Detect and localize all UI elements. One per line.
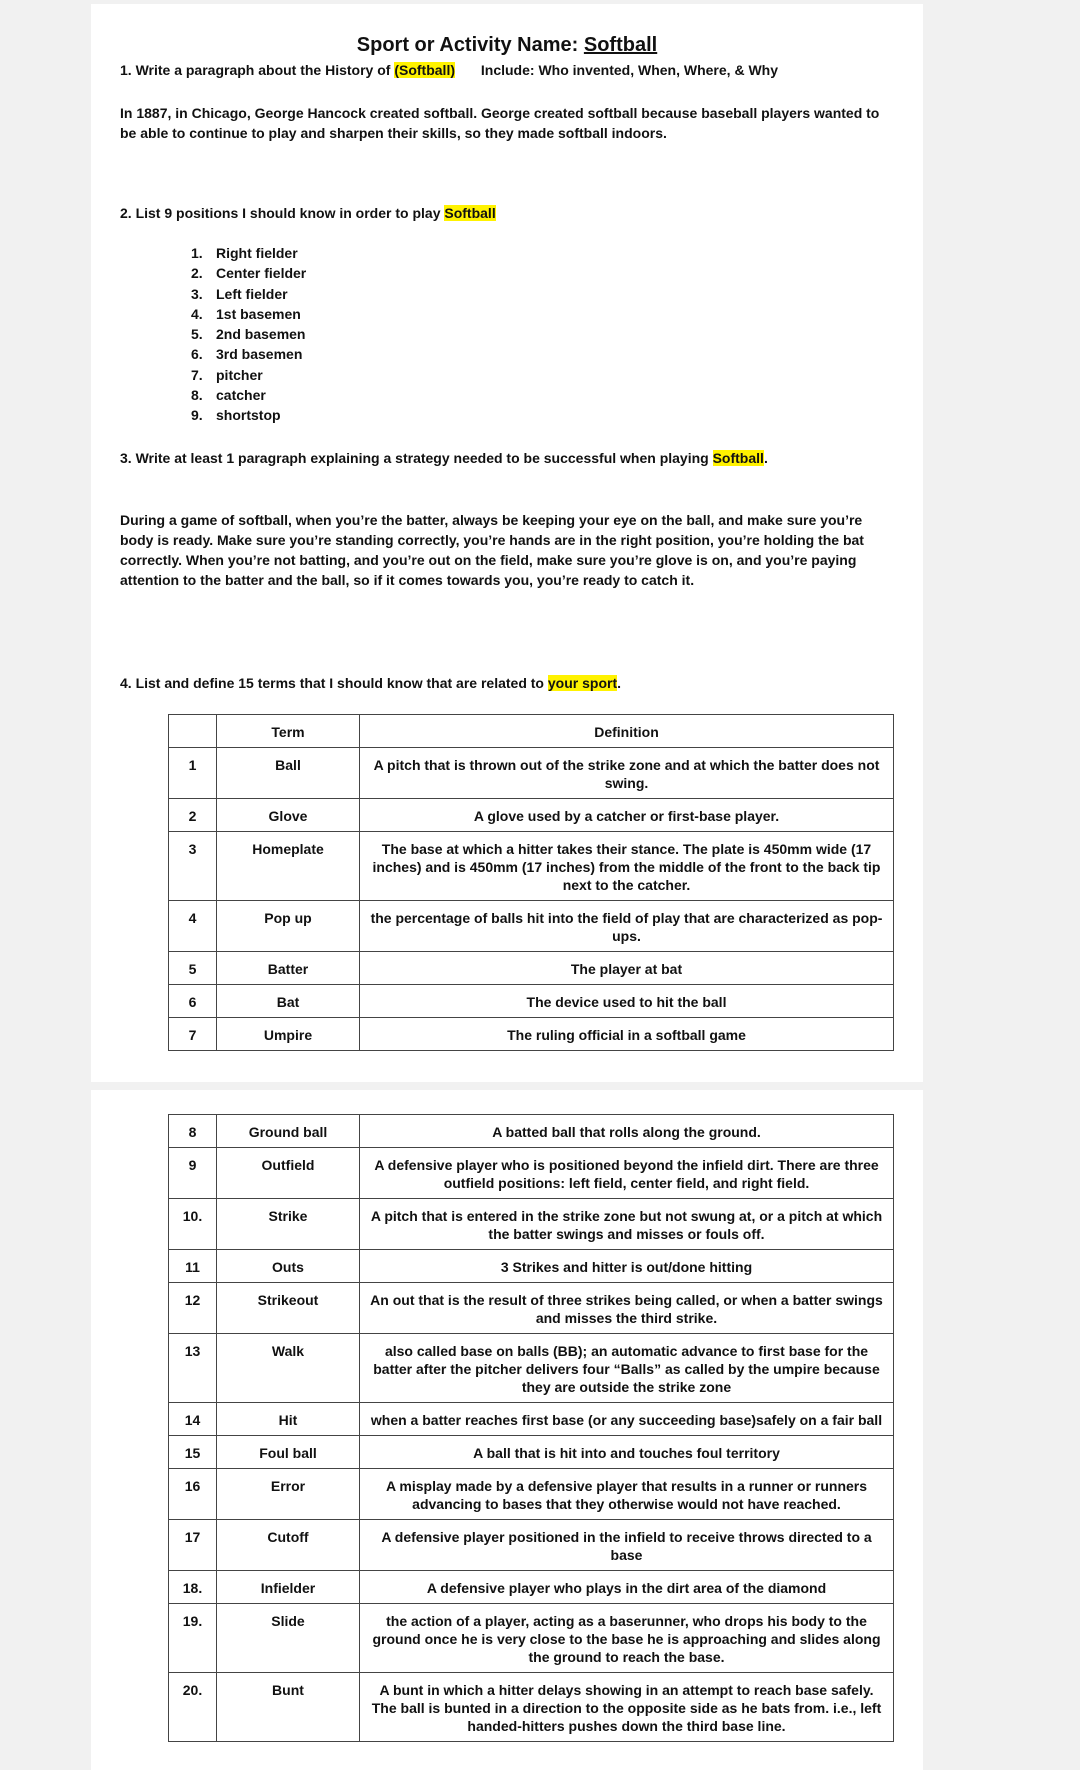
term-name: Slide [217, 1604, 360, 1673]
table-header-row [169, 715, 894, 748]
position-number: 8. [191, 387, 203, 404]
position-number: 2. [191, 265, 203, 282]
position-number: 4. [191, 305, 203, 322]
position-number: 1. [191, 245, 203, 261]
position-name: catcher [216, 387, 266, 404]
term-definition: The ruling official in a softball game [360, 1018, 894, 1051]
term-definition: A bunt in which a hitter delays showing in an attempt to reach base safely. The ball is bunted in a direction to the opposite side as he bats from. i.e., left handed-hitters pushes down the third base line. [360, 1673, 894, 1742]
table-row [169, 985, 894, 1018]
position-name: 1st basemen [216, 305, 301, 322]
table-row [169, 1469, 894, 1520]
table-row [169, 1604, 894, 1673]
document-page-1 [91, 4, 923, 1082]
position-name: shortstop [216, 407, 281, 424]
term-definition: The device used to hit the ball [360, 985, 894, 1018]
position-number: 5. [191, 326, 203, 343]
position-number: 3. [191, 285, 203, 302]
table-row [169, 1571, 894, 1604]
highlight: Softball [444, 205, 496, 221]
page-title [91, 34, 923, 57]
position-item [191, 243, 306, 263]
table-row [169, 1115, 894, 1148]
term-definition: A ball that is hit into and touches foul territory [360, 1436, 894, 1469]
term-definition: A pitch that is entered in the strike zone but not swung at, or a pitch at which the batter swings and misses or fouls off. [360, 1199, 894, 1250]
term-name: Outfield [217, 1148, 360, 1199]
position-name: 3rd basemen [216, 346, 303, 363]
term-definition: The player at bat [360, 952, 894, 985]
position-item [191, 344, 306, 364]
term-number: 20. [169, 1673, 217, 1742]
table-row [169, 748, 894, 799]
term-number: 17 [169, 1520, 217, 1571]
term-number: 19. [169, 1604, 217, 1673]
position-number: 6. [191, 346, 203, 363]
term-definition: A batted ball that rolls along the ground. [360, 1115, 894, 1148]
term-number: 12 [169, 1283, 217, 1334]
term-name: Homeplate [217, 832, 360, 901]
sport-name: Softball [583, 34, 658, 56]
table-row [169, 1520, 894, 1571]
position-item [191, 385, 306, 405]
header-num [169, 715, 217, 748]
term-definition: when a batter reaches first base (or any succeeding base)safely on a fair ball [360, 1403, 894, 1436]
term-number: 1 [169, 748, 217, 799]
term-number: 7 [169, 1018, 217, 1051]
table-row [169, 1148, 894, 1199]
term-definition: A defensive player positioned in the infield to receive throws directed to a base [360, 1520, 894, 1571]
header-term: Term [217, 715, 360, 748]
table-row [169, 1199, 894, 1250]
position-number: 7. [191, 366, 203, 383]
term-name: Foul ball [217, 1436, 360, 1469]
term-definition: A defensive player who plays in the dirt area of the diamond [360, 1571, 894, 1604]
term-definition: the action of a player, acting as a baserunner, who drops his body to the ground once he is very close to the base he is approaching and slides along the ground to reach the base. [360, 1604, 894, 1673]
position-item [191, 263, 306, 283]
table-row [169, 1283, 894, 1334]
table-row [169, 1334, 894, 1403]
question-1-answer: In 1887, in Chicago, George Hancock created softball. George created softball because baseball players wanted to be able to continue to play and sharpen their skills, so they made softball indoors. [120, 105, 880, 141]
term-name: Bat [217, 985, 360, 1018]
term-definition: An out that is the result of three strikes being called, or when a batter swings and misses the third strike. [360, 1283, 894, 1334]
question-4-prompt: 4. List and define 15 terms that I should know that are related to your sport. [120, 675, 621, 691]
table-row [169, 1250, 894, 1283]
term-name: Error [217, 1469, 360, 1520]
question-3-prompt: 3. Write at least 1 paragraph explaining a strategy needed to be successful when playing Softball. [120, 450, 768, 466]
term-name: Infielder [217, 1571, 360, 1604]
term-number: 6 [169, 985, 217, 1018]
term-definition: also called base on balls (BB); an automatic advance to first base for the batter after the pitcher delivers four “Balls” as called by the umpire because they are outside the strike zone [360, 1334, 894, 1403]
term-number: 8 [169, 1115, 217, 1148]
table-row [169, 832, 894, 901]
term-number: 3 [169, 832, 217, 901]
position-name: pitcher [216, 366, 263, 383]
position-item [191, 304, 306, 324]
term-name: Hit [217, 1403, 360, 1436]
term-name: Pop up [217, 901, 360, 952]
position-name: 2nd basemen [216, 326, 306, 343]
header-definition: Definition [360, 715, 894, 748]
highlight: Softball [712, 450, 764, 466]
highlight: your sport [547, 675, 618, 691]
position-item [191, 324, 306, 344]
table-row [169, 799, 894, 832]
term-definition: A defensive player who is positioned beyond the infield dirt. There are three outfield positions: left field, center field, and right field. [360, 1148, 894, 1199]
position-item [191, 365, 306, 385]
position-name: Center fielder [216, 265, 307, 282]
term-name: Glove [217, 799, 360, 832]
document-page-2 [91, 1090, 923, 1770]
position-number: 9. [191, 407, 203, 424]
table-row [169, 1436, 894, 1469]
term-name: Ball [217, 748, 360, 799]
term-number: 13 [169, 1334, 217, 1403]
term-name: Umpire [217, 1018, 360, 1051]
term-name: Strike [217, 1199, 360, 1250]
term-number: 15 [169, 1436, 217, 1469]
table-row [169, 952, 894, 985]
position-name: Right fielder [216, 245, 298, 261]
term-name: Strikeout [217, 1283, 360, 1334]
term-name: Cutoff [217, 1520, 360, 1571]
term-name: Batter [217, 952, 360, 985]
term-definition: A glove used by a catcher or first-base player. [360, 799, 894, 832]
table-row [169, 1673, 894, 1742]
term-number: 14 [169, 1403, 217, 1436]
term-number: 11 [169, 1250, 217, 1283]
position-item [191, 405, 306, 425]
position-name: Left fielder [216, 285, 288, 302]
term-name: Walk [217, 1334, 360, 1403]
highlight: (Softball) [394, 62, 455, 78]
term-name: Outs [217, 1250, 360, 1283]
term-number: 2 [169, 799, 217, 832]
terms-table-continued [168, 1114, 894, 1742]
table-row [169, 901, 894, 952]
positions-list [191, 243, 306, 426]
term-definition: A pitch that is thrown out of the strike zone and at which the batter does not swing. [360, 748, 894, 799]
terms-table [168, 714, 894, 1051]
term-name: Ground ball [217, 1115, 360, 1148]
term-name: Bunt [217, 1673, 360, 1742]
term-definition: the percentage of balls hit into the field of play that are characterized as pop-ups. [360, 901, 894, 952]
term-number: 4 [169, 901, 217, 952]
term-number: 10. [169, 1199, 217, 1250]
table-row [169, 1403, 894, 1436]
question-3-answer: During a game of softball, when you’re the batter, always be keeping your eye on the ball, and make sure you’re body is ready. Make sure you’re standing correctly, you’re hands are in the right position, you’re holding the bat correctly. When you’re not batting, and you’re out on the field, make sure you’re glove is on, and you’re paying attention to the batter and the ball, so if it comes towards you, you’re ready to catch it. [120, 512, 864, 588]
term-definition: 3 Strikes and hitter is out/done hitting [360, 1250, 894, 1283]
table-row [169, 1018, 894, 1051]
title-label: Sport or Activity Name: [356, 34, 579, 56]
term-definition: The base at which a hitter takes their stance. The plate is 450mm wide (17 inches) and is 450mm (17 inches) from the middle of the front to the back tip next to the catcher. [360, 832, 894, 901]
question-1-prompt: 1. Write a paragraph about the History of (Softball) Include: Who invented, When, Where, & Why [120, 62, 779, 78]
term-number: 16 [169, 1469, 217, 1520]
term-number: 5 [169, 952, 217, 985]
question-2-prompt: 2. List 9 positions I should know in order to play Softball [120, 205, 496, 221]
include-note: Include: Who invented, When, Where, & Why [480, 62, 779, 78]
term-number: 9 [169, 1148, 217, 1199]
term-number: 18. [169, 1571, 217, 1604]
term-definition: A misplay made by a defensive player that results in a runner or runners advancing to bases that they otherwise would not have reached. [360, 1469, 894, 1520]
position-item [191, 284, 306, 304]
